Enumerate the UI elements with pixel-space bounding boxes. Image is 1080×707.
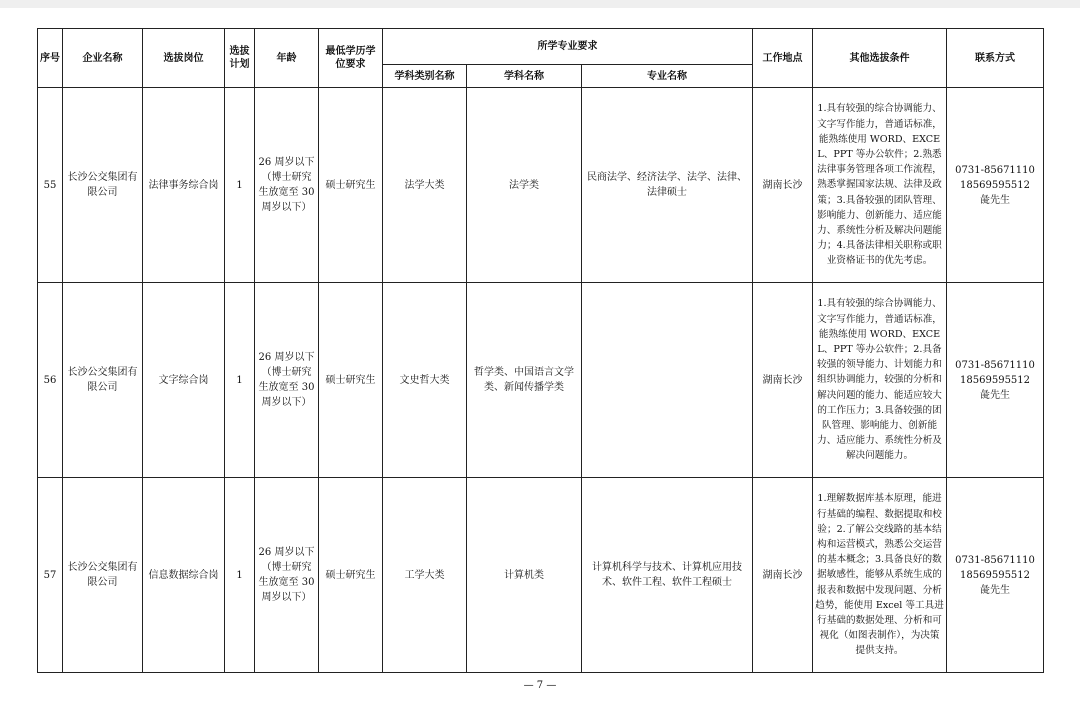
cell-discipline: 哲学类、中国语言文学类、新闻传播学类 (467, 283, 582, 478)
cell-contact (947, 283, 1044, 478)
cell-seq: 56 (38, 283, 63, 478)
cell-position: 法律事务综合岗 (143, 88, 225, 283)
contact-phone: 0731-85671110 (955, 359, 1035, 371)
contact-mobile: 18569595512 (960, 569, 1031, 581)
contact-phone: 0731-85671110 (955, 164, 1035, 176)
table-row (38, 478, 1044, 673)
contact-phone: 0731-85671110 (955, 554, 1035, 566)
header-conditions: 其他选拔条件 (813, 29, 947, 88)
cell-major: 民商法学、经济法学、法学、法律、法律硕士 (582, 88, 753, 283)
cell-discipline: 计算机类 (467, 478, 582, 673)
header-plan: 选拔计划 (225, 29, 255, 88)
cell-discipline-category: 工学大类 (383, 478, 467, 673)
header-seq: 序号 (38, 29, 63, 88)
cell-major (582, 283, 753, 478)
cell-discipline: 法学类 (467, 88, 582, 283)
cell-company: 长沙公交集团有限公司 (63, 88, 143, 283)
recruitment-table (37, 28, 1044, 673)
cell-age: 26 周岁以下（博士研究生放宽至 30 周岁以下） (255, 478, 319, 673)
header-location: 工作地点 (753, 29, 813, 88)
cell-contact (947, 88, 1044, 283)
cell-location: 湖南长沙 (753, 283, 813, 478)
cell-seq: 57 (38, 478, 63, 673)
cell-location: 湖南长沙 (753, 478, 813, 673)
cell-conditions: 1.具有较强的综合协调能力、文字写作能力，普通话标准，能熟练使用 WORD、EXCEL、PPT 等办公软件；2.熟悉法律事务管理各项工作流程，熟悉掌握国家法规、法律及政策；3.具备较强的团队管理、影响能力、创新能力、适应能力、系统性分析及解决问题能力；4.具备法律相关职称或职业资格证书的优先考虑。 (813, 88, 947, 283)
cell-education: 硕士研究生 (319, 88, 383, 283)
viewer-top-bar (0, 0, 1080, 8)
cell-discipline-category: 法学大类 (383, 88, 467, 283)
cell-location: 湖南长沙 (753, 88, 813, 283)
page-number: — 7 — (523, 680, 557, 691)
contact-mobile: 18569595512 (960, 179, 1031, 191)
header-age: 年龄 (255, 29, 319, 88)
header-discipline-category: 学科类别名称 (383, 65, 467, 88)
cell-plan: 1 (225, 478, 255, 673)
header-company: 企业名称 (63, 29, 143, 88)
table-row (38, 88, 1044, 283)
cell-education: 硕士研究生 (319, 478, 383, 673)
cell-contact (947, 478, 1044, 673)
cell-age: 26 周岁以下（博士研究生放宽至 30 周岁以下） (255, 88, 319, 283)
cell-company: 长沙公交集团有限公司 (63, 283, 143, 478)
cell-position: 文字综合岗 (143, 283, 225, 478)
contact-person: 彘先生 (980, 389, 1011, 401)
header-major-requirements: 所学专业要求 (383, 29, 753, 65)
cell-plan: 1 (225, 88, 255, 283)
contact-person: 彘先生 (980, 194, 1011, 206)
cell-discipline-category: 文史哲大类 (383, 283, 467, 478)
cell-education: 硕士研究生 (319, 283, 383, 478)
cell-plan: 1 (225, 283, 255, 478)
cell-company: 长沙公交集团有限公司 (63, 478, 143, 673)
cell-conditions: 1.理解数据库基本原理，能进行基础的编程、数据提取和校验；2.了解公交线路的基本结构和运营模式，熟悉公交运营的基本概念；3.具备良好的数据敏感性，能够从系统生成的报表和数据中发现问题、分析趋势，能使用 Excel 等工具进行基础的数据处理、分析和可视化（如图表制作），为决策提供支持。 (813, 478, 947, 673)
cell-conditions: 1.具有较强的综合协调能力、文字写作能力，普通话标准，能熟练使用 WORD、EXCEL、PPT 等办公软件；2.具备较强的领导能力、计划能力和组织协调能力，较强的分析和解决问题的能力、能适应较大的工作压力；3.具备较强的团队管理、影响能力、创新能力、适应能力、系统性分析及解决问题能力。 (813, 283, 947, 478)
header-discipline: 学科名称 (467, 65, 582, 88)
contact-mobile: 18569595512 (960, 374, 1031, 386)
cell-major: 计算机科学与技术、计算机应用技术、软件工程、软件工程硕士 (582, 478, 753, 673)
header-education: 最低学历学位要求 (319, 29, 383, 88)
header-position: 选拔岗位 (143, 29, 225, 88)
cell-position: 信息数据综合岗 (143, 478, 225, 673)
header-major: 专业名称 (582, 65, 753, 88)
contact-person: 彘先生 (980, 584, 1011, 596)
header-contact: 联系方式 (947, 29, 1044, 88)
cell-age: 26 周岁以下（博士研究生放宽至 30 周岁以下） (255, 283, 319, 478)
document-page (0, 8, 1080, 707)
header-row-1 (38, 29, 1044, 65)
cell-seq: 55 (38, 88, 63, 283)
table-row (38, 283, 1044, 478)
